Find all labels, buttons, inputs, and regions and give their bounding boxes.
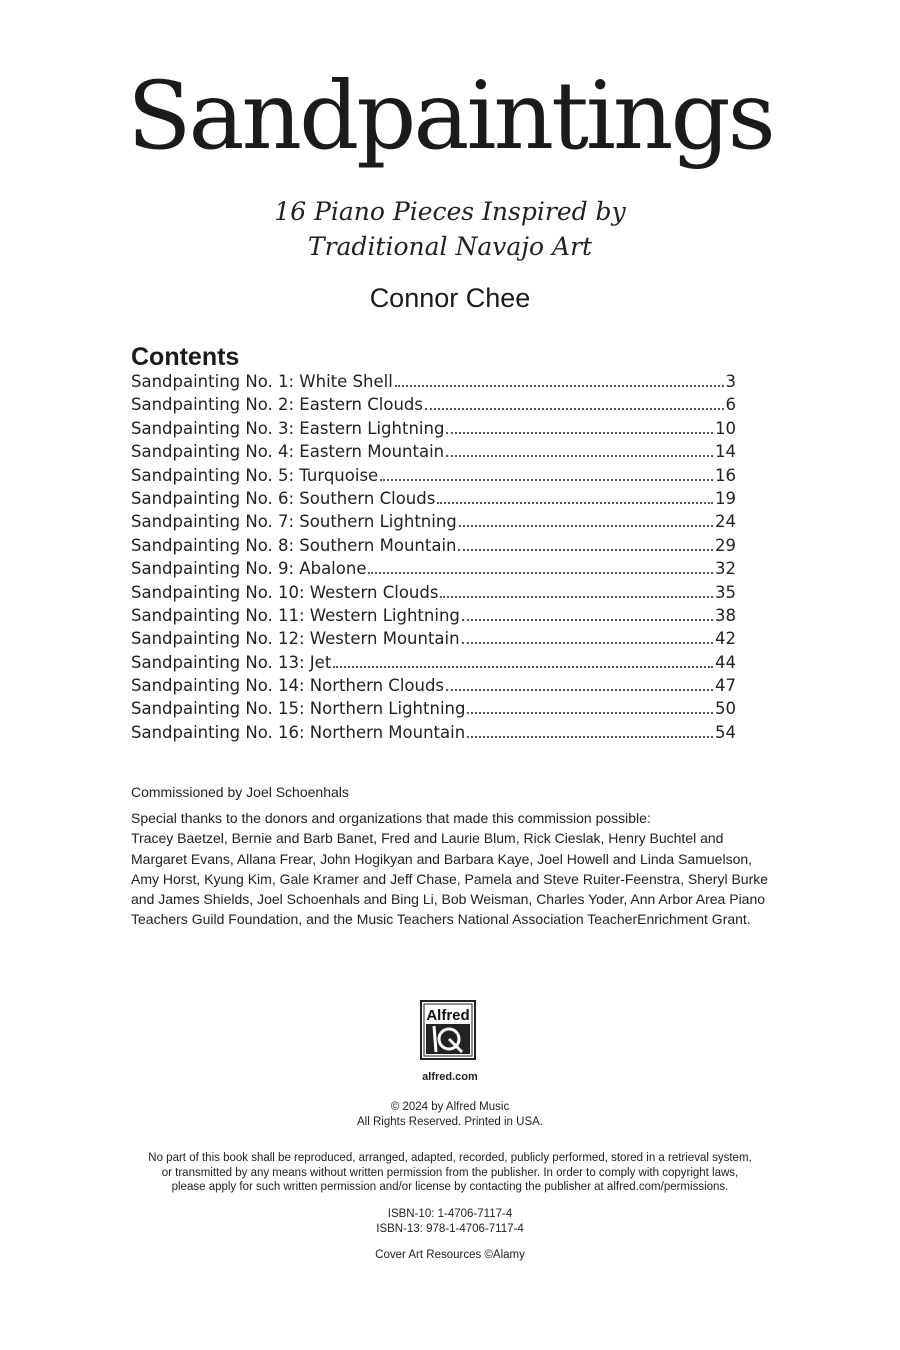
toc-leader-dots <box>462 642 713 644</box>
toc-entry <box>131 512 736 535</box>
toc-entry-page: 3 <box>725 372 736 391</box>
toc-leader-dots <box>395 385 724 387</box>
toc-entry-title: Sandpainting No. 14: Northern Clouds <box>131 676 445 696</box>
toc-entry-title: Sandpainting No. 1: White Shell <box>131 372 393 391</box>
thanks-line: Tracey Baetzel, Bernie and Barb Banet, Fred and Laurie Blum, Rick Cieslak, Henry Buchtel and <box>131 830 724 847</box>
toc-entry-page: 47 <box>715 676 736 696</box>
alfred-logo <box>420 1000 476 1060</box>
toc-leader-dots <box>425 408 724 410</box>
toc-entry-title: Sandpainting No. 12: Western Mountain <box>131 629 460 649</box>
toc-leader-dots <box>437 502 713 504</box>
toc-entry-title: Sandpainting No. 3: Eastern Lightning <box>131 418 445 438</box>
toc-entry <box>131 583 736 606</box>
cover-art-credit: Cover Art Resources ©Alamy <box>375 1249 525 1261</box>
isbn-13: ISBN-13: 978-1-4706-7117-4 <box>376 1222 524 1235</box>
toc-entry-page: 32 <box>715 559 736 579</box>
toc-entry-page: 16 <box>715 465 736 485</box>
copyright-block <box>0 1100 900 1129</box>
toc-entry-title: Sandpainting No. 10: Western Clouds <box>131 582 439 602</box>
toc-leader-dots <box>462 619 713 621</box>
author-name: Connor Chee <box>369 283 531 313</box>
toc-entry <box>131 606 736 629</box>
toc-entry <box>131 653 736 676</box>
subtitle-line-2: Traditional Navajo Art <box>307 232 593 261</box>
toc-entry-title: Sandpainting No. 7: Southern Lightning <box>131 512 457 532</box>
toc-leader-dots <box>467 736 713 738</box>
thanks-line: Margaret Evans, Allana Frear, John Hogikyan and Barbara Kaye, Joel Howell and Linda Samuelson, <box>131 850 753 867</box>
toc-entry-title: Sandpainting No. 8: Southern Mountain <box>131 535 457 555</box>
toc-entry-title: Sandpainting No. 15: Northern Lightning <box>131 699 466 719</box>
toc-entry-page: 35 <box>715 582 736 602</box>
toc-leader-dots <box>368 572 713 574</box>
toc-entry-page: 38 <box>715 605 736 625</box>
toc-leader-dots <box>467 712 713 714</box>
toc-leader-dots <box>440 596 713 598</box>
toc-entry-page: 14 <box>715 442 736 462</box>
copyright-line: © 2024 by Alfred Music <box>390 1101 510 1113</box>
subtitle-line-1: 16 Piano Pieces Inspired by <box>274 197 626 226</box>
toc-entry <box>131 489 736 512</box>
thanks-line: Amy Horst, Kyung Kim, Gale Kramer and Jeff Chase, Pamela and Steve Ruiter-Feenstra, Sheryl Burke <box>131 870 769 887</box>
toc-entry-title: Sandpainting No. 2: Eastern Clouds <box>131 395 423 415</box>
toc-entry-page: 29 <box>715 535 736 555</box>
toc-entry <box>131 559 736 582</box>
legal-line: No part of this book shall be reproduced, arranged, adapted, recorded, publicly performed, stored in a retrieval system, <box>148 1152 752 1164</box>
table-of-contents <box>131 372 736 746</box>
toc-entry-title: Sandpainting No. 13: Jet <box>131 652 332 672</box>
toc-entry-title: Sandpainting No. 9: Abalone <box>131 559 367 579</box>
toc-entry <box>131 466 736 489</box>
toc-entry <box>131 395 736 418</box>
legal-line: please apply for such written permission and/or license by contacting the publisher at alfred.com/permissions. <box>171 1181 729 1193</box>
rights-line: All Rights Reserved. Printed in USA. <box>357 1115 543 1128</box>
toc-entry <box>131 536 736 559</box>
toc-entry <box>131 676 736 699</box>
thanks-line: and James Shields, Joel Schoenhals and Bing Li, Bob Weisman, Charles Yoder, Ann Arbor Area Piano <box>131 891 766 908</box>
toc-entry <box>131 419 736 442</box>
toc-entry-page: 42 <box>715 629 736 649</box>
book-title: Sandpaintings <box>127 62 773 171</box>
toc-entry-title: Sandpainting No. 11: Western Lightning <box>131 605 460 625</box>
toc-entry-title: Sandpainting No. 16: Northern Mountain <box>131 722 466 742</box>
thanks-intro: Special thanks to the donors and organizations that made this commission possible: <box>131 810 651 826</box>
toc-leader-dots <box>446 455 713 457</box>
toc-leader-dots <box>446 432 713 434</box>
toc-entry-title: Sandpainting No. 5: Turquoise <box>131 465 379 485</box>
toc-leader-dots <box>459 525 713 527</box>
thanks-line: Teachers Guild Foundation, and the Music Teachers National Association TeacherEnrichment Grant. <box>131 911 751 928</box>
contents-heading: Contents <box>131 343 240 371</box>
toc-leader-dots <box>333 666 713 668</box>
book-subtitle <box>0 194 900 264</box>
toc-entry <box>131 629 736 652</box>
toc-entry-page: 54 <box>715 722 736 742</box>
publisher-url: alfred.com <box>422 1071 478 1083</box>
commissioned-credit: Commissioned by Joel Schoenhals <box>131 784 349 800</box>
toc-leader-dots <box>458 549 713 551</box>
toc-entry-page: 44 <box>715 652 736 672</box>
isbn-10: ISBN-10: 1-4706-7117-4 <box>387 1208 513 1220</box>
toc-entry-page: 50 <box>715 699 736 719</box>
isbn-block <box>0 1207 900 1236</box>
logo-wordmark: Alfred <box>426 1007 470 1024</box>
alfred-logo-icon <box>422 1002 474 1058</box>
special-thanks <box>131 808 771 930</box>
toc-entry-title: Sandpainting No. 6: Southern Clouds <box>131 488 436 508</box>
legal-notice <box>120 1151 780 1195</box>
toc-entry-title: Sandpainting No. 4: Eastern Mountain <box>131 442 445 462</box>
legal-line: or transmitted by any means without written permission from the publisher. In order to comply with copyright laws, <box>161 1166 739 1179</box>
toc-entry <box>131 699 736 722</box>
toc-entry-page: 24 <box>715 512 736 532</box>
toc-leader-dots <box>446 689 713 691</box>
toc-entry <box>131 372 736 395</box>
toc-entry <box>131 723 736 746</box>
toc-leader-dots <box>380 479 713 481</box>
toc-entry-page: 6 <box>725 395 736 415</box>
toc-entry-page: 19 <box>715 488 736 508</box>
toc-entry-page: 10 <box>715 418 736 438</box>
toc-entry <box>131 442 736 465</box>
